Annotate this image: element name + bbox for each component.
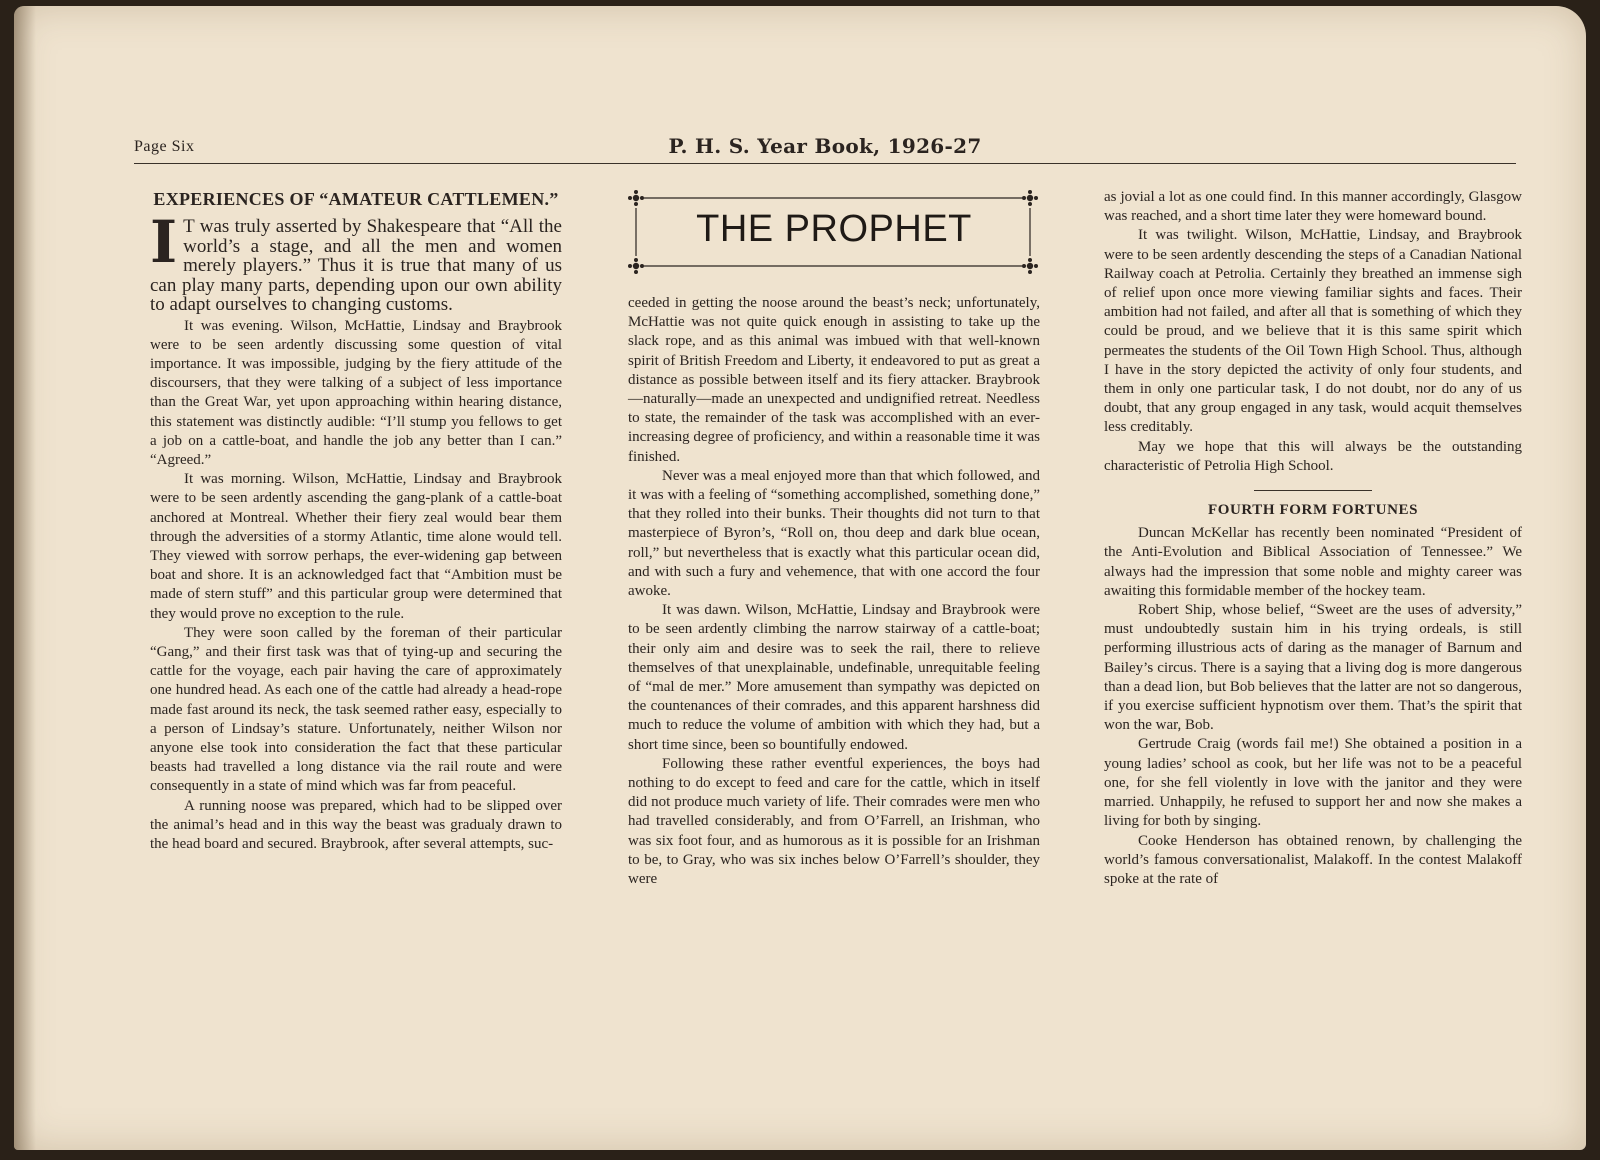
paragraph: Cooke Henderson has obtained renown, by challenging the world’s famous conversationalist, Malakoff. In the contest Malakoff spoke at the rate of — [1104, 832, 1522, 887]
paragraph: They were soon called by the foreman of their particular “Gang,” and their first task was that of tying-up and securing the cattle for the voyage, each pair having the care of approximately one hundred head. As each one of the cattle had already a head-rope made fast around its neck, the task seemed rather easy, especially to a person of Lindsay’s stature. Unfortunately, neither Wilson nor anyone else took into consideration the fact that these particular beasts had travelled a long distance via the rail route and were consequently in a state of mind which was far from peaceful. — [150, 624, 562, 795]
paragraph: Never was a meal enjoyed more than that which followed, and it was with a feeling of “something accomplished, something done,” that they rolled into their bunks. Their thoughts did not turn to that masterpiece of Byron’s, “Roll on, thou deep and dark blue ocean, roll,” but nevertheless that is exactly what this particular ocean did, and with such a fury and vehemence, that with one accord the four awoke. — [628, 467, 1040, 600]
header-rule — [134, 163, 1516, 164]
section-title: FOURTH FORM FORTUNES — [1207, 502, 1419, 519]
drop-cap: I — [150, 208, 178, 276]
feature-title-box — [624, 186, 1044, 278]
right-column — [1104, 188, 1522, 889]
article-title: EXPERIENCES OF “AMATEUR CATTLEMEN.” — [153, 189, 559, 209]
yearbook-page — [14, 6, 1586, 1150]
paragraph: Gertrude Craig (words fail me!) She obtained a position in a young ladies’ school as cook, but her life was not to be a peaceful one, for she fell violently in love with the janitor and they were married. Unhappily, he refused to support her and now she makes a living for both by singing. — [1104, 736, 1522, 830]
middle-column — [628, 294, 1040, 889]
page-header — [134, 134, 1516, 164]
running-title: P. H. S. Year Book, 1926-27 — [668, 134, 982, 158]
paragraph: It was evening. Wilson, McHattie, Lindsay and Braybrook were to be seen ardently discussing some question of vital importance. It was impossible, judging by the fiery attitude of the discoursers, that they were talking of a subject of less importance than the Great War, yet upon approaching within hearing distance, this statement was distinctly audible: “I’ll stump you fellows to get a job on a cattle-boat, and handle the job any better than I can.” “Agreed.” — [150, 317, 562, 468]
paragraph: as jovial a lot as one could find. In this manner accordingly, Glasgow was reached, and a short time later they were homeward bound. — [1104, 189, 1522, 225]
paragraph: Following these rather eventful experiences, the boys had nothing to do except to feed and care for the cattle, which in itself did not produce much variety of life. Their comrades were men who had travelled considerably, and from O’Farrell, an Irishman, who was six foot four, and as humorous as it is possible for an Irishman to be, to Gray, who was six inches below O’Farrell’s shoulder, they were — [628, 755, 1040, 888]
section-divider — [1254, 490, 1372, 491]
paragraph: A running noose was prepared, which had to be slipped over the animal’s head and in this way the beast was gradualy drawn to the head board and secured. Braybrook, after several attempts, suc- — [150, 797, 562, 852]
lead-text: T was truly asserted by Shakespeare that “All the world’s a stage, and all the men and women merely players.” Thus it is true that many of us can play many parts, depending upon our own ability to adapt ourselves to changing customs. — [150, 216, 562, 315]
paragraph: May we hope that this will always be the outstanding characteristic of Petrolia High School. — [1104, 438, 1522, 474]
paragraph: It was dawn. Wilson, McHattie, Lindsay and Braybrook were to be seen ardently climbing the narrow stairway of a cattle-boat; their only aim and desire was to seek the rail, there to relieve themselves of that unexplainable, undefinable, unrequitable feeling of “mal de mer.” More amusement than sympathy was depicted on the countenances of their comrades, and this apparent harshness did much to reduce the volume of ambition with which they had, but a short time since, been so bountifully endowed. — [628, 602, 1040, 753]
feature-title: THE PROPHET — [696, 208, 972, 250]
left-column — [150, 188, 562, 854]
lead-paragraph — [150, 208, 562, 315]
paragraph: Duncan McKellar has recently been nominated “President of the Anti-Evolution and Biblical Association of Tennessee.” We always had the impression that some noble and mighty career was awaiting this formidable member of the hockey team. — [1104, 525, 1522, 599]
binding-shadow — [14, 6, 36, 1150]
paragraph: Robert Ship, whose belief, “Sweet are the uses of adversity,” must undoubtedly sustain him in his trying ordeals, is still performing illustrious acts of daring as the manager of Barnum and Bailey’s circus. There is a saying that a living dog is more dangerous than a dead lion, but Bob believes that the latter are not so dangerous, if you exercise sufficient hypnotism over them. That’s the spirit that won the war, Bob. — [1104, 602, 1522, 734]
paragraph: ceeded in getting the noose around the beast’s neck; unfortunately, McHattie was not quite quick enough in assisting to take up the slack rope, and as this animal was imbued with that well-known spirit of British Freedom and Liberty, it endeavored to put as great a distance as possible between itself and its fiery attacker. Braybrook—naturally—made an unexpected and undignified retreat. Needless to state, the remainder of the task was accomplished with an ever-increasing degree of proficiency, and within a reasonable time it was finished. — [628, 295, 1040, 465]
paragraph: It was morning. Wilson, McHattie, Lindsay and Braybrook were to be seen ardently ascending the gang-plank of a cattle-boat anchored at Montreal. Whether their fiery zeal would bear them through the adversities of a stormy Atlantic, time alone would tell. They viewed with sorrow perhaps, the ever-widening gap between boat and shore. It is an acknowledged fact that “Ambition must be made of stern stuff” and this particular group were determined that they would prove no exception to the rule. — [150, 471, 562, 622]
page-number: Page Six — [134, 138, 195, 155]
paragraph: It was twilight. Wilson, McHattie, Lindsay, and Braybrook were to be seen ardently descending the steps of a Canadian National Railway coach at Petrolia. Certainly they breathed an immense sigh of relief upon once more viewing familiar sights and faces. Their ambition had not failed, and after all that is something of which they could be proud, and we believe that it is this same spirit which permeates the students of the Oil Town High School. Thus, although I have in the story depicted the activity of only four students, and them in only one particular task, I do not doubt, nor do any of us doubt, that any group engaged in any task, would acquit themselves less creditably. — [1104, 227, 1522, 436]
